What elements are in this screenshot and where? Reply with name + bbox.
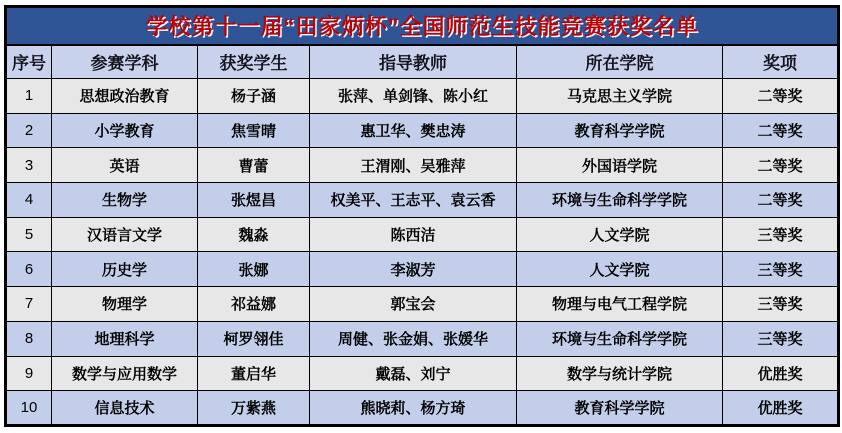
table-title: 学校第十一届“田家炳杯”全国师范生技能竞赛获奖名单 xyxy=(6,7,839,45)
cell-subject: 生物学 xyxy=(52,183,198,218)
cell-college: 数学与统计学院 xyxy=(517,356,723,391)
cell-college: 外国语学院 xyxy=(517,148,723,183)
cell-college: 环境与生命科学学院 xyxy=(517,321,723,356)
table-row xyxy=(6,321,839,356)
table-row xyxy=(6,217,839,252)
cell-no: 1 xyxy=(6,79,52,114)
cell-no: 5 xyxy=(6,217,52,252)
cell-student: 曹蕾 xyxy=(198,148,310,183)
column-header-subject: 参赛学科 xyxy=(52,45,198,79)
cell-award: 三等奖 xyxy=(723,252,839,287)
cell-teachers: 熊晓莉、杨方琦 xyxy=(310,391,517,426)
cell-student: 杨子涵 xyxy=(198,79,310,114)
cell-no: 9 xyxy=(6,356,52,391)
cell-subject: 思想政治教育 xyxy=(52,79,198,114)
title-row xyxy=(6,7,839,45)
cell-no: 6 xyxy=(6,252,52,287)
cell-no: 10 xyxy=(6,391,52,426)
cell-subject: 物理学 xyxy=(52,287,198,322)
cell-teachers: 周健、张金娟、张媛华 xyxy=(310,321,517,356)
cell-award: 二等奖 xyxy=(723,79,839,114)
column-header-student: 获奖学生 xyxy=(198,45,310,79)
cell-no: 4 xyxy=(6,183,52,218)
table-row xyxy=(6,148,839,183)
cell-award: 三等奖 xyxy=(723,321,839,356)
cell-award: 二等奖 xyxy=(723,183,839,218)
cell-award: 三等奖 xyxy=(723,217,839,252)
cell-student: 祁益娜 xyxy=(198,287,310,322)
cell-teachers: 张萍、单剑锋、陈小红 xyxy=(310,79,517,114)
cell-no: 8 xyxy=(6,321,52,356)
table-row xyxy=(6,391,839,426)
cell-student: 魏淼 xyxy=(198,217,310,252)
header-row xyxy=(6,45,839,79)
cell-subject: 历史学 xyxy=(52,252,198,287)
cell-student: 万紫燕 xyxy=(198,391,310,426)
cell-college: 教育科学学院 xyxy=(517,113,723,148)
cell-award: 二等奖 xyxy=(723,113,839,148)
cell-subject: 数学与应用数学 xyxy=(52,356,198,391)
cell-college: 马克思主义学院 xyxy=(517,79,723,114)
cell-student: 焦雪晴 xyxy=(198,113,310,148)
cell-student: 张娜 xyxy=(198,252,310,287)
cell-teachers: 李淑芳 xyxy=(310,252,517,287)
cell-college: 人文学院 xyxy=(517,217,723,252)
column-header-no: 序号 xyxy=(6,45,52,79)
column-header-award: 奖项 xyxy=(723,45,839,79)
cell-teachers: 戴磊、刘宁 xyxy=(310,356,517,391)
cell-subject: 信息技术 xyxy=(52,391,198,426)
cell-teachers: 权美平、王志平、袁云香 xyxy=(310,183,517,218)
cell-student: 柯罗翎佳 xyxy=(198,321,310,356)
cell-award: 二等奖 xyxy=(723,148,839,183)
cell-no: 3 xyxy=(6,148,52,183)
cell-subject: 小学教育 xyxy=(52,113,198,148)
cell-teachers: 王渭刚、吴雅萍 xyxy=(310,148,517,183)
table-row xyxy=(6,252,839,287)
cell-teachers: 陈西洁 xyxy=(310,217,517,252)
cell-college: 人文学院 xyxy=(517,252,723,287)
table-row xyxy=(6,113,839,148)
table-row xyxy=(6,287,839,322)
cell-subject: 汉语言文学 xyxy=(52,217,198,252)
cell-no: 7 xyxy=(6,287,52,322)
cell-college: 教育科学学院 xyxy=(517,391,723,426)
cell-award: 优胜奖 xyxy=(723,356,839,391)
cell-college: 环境与生命科学学院 xyxy=(517,183,723,218)
cell-student: 董启华 xyxy=(198,356,310,391)
cell-award: 三等奖 xyxy=(723,287,839,322)
cell-teachers: 惠卫华、樊忠涛 xyxy=(310,113,517,148)
table-row xyxy=(6,183,839,218)
cell-no: 2 xyxy=(6,113,52,148)
cell-teachers: 郭宝会 xyxy=(310,287,517,322)
cell-college: 物理与电气工程学院 xyxy=(517,287,723,322)
column-header-college: 所在学院 xyxy=(517,45,723,79)
column-header-teachers: 指导教师 xyxy=(310,45,517,79)
cell-student: 张煜昌 xyxy=(198,183,310,218)
cell-award: 优胜奖 xyxy=(723,391,839,426)
cell-subject: 地理科学 xyxy=(52,321,198,356)
award-table-sheet xyxy=(4,5,840,427)
award-table xyxy=(4,5,840,427)
table-row xyxy=(6,356,839,391)
cell-subject: 英语 xyxy=(52,148,198,183)
table-row xyxy=(6,79,839,114)
